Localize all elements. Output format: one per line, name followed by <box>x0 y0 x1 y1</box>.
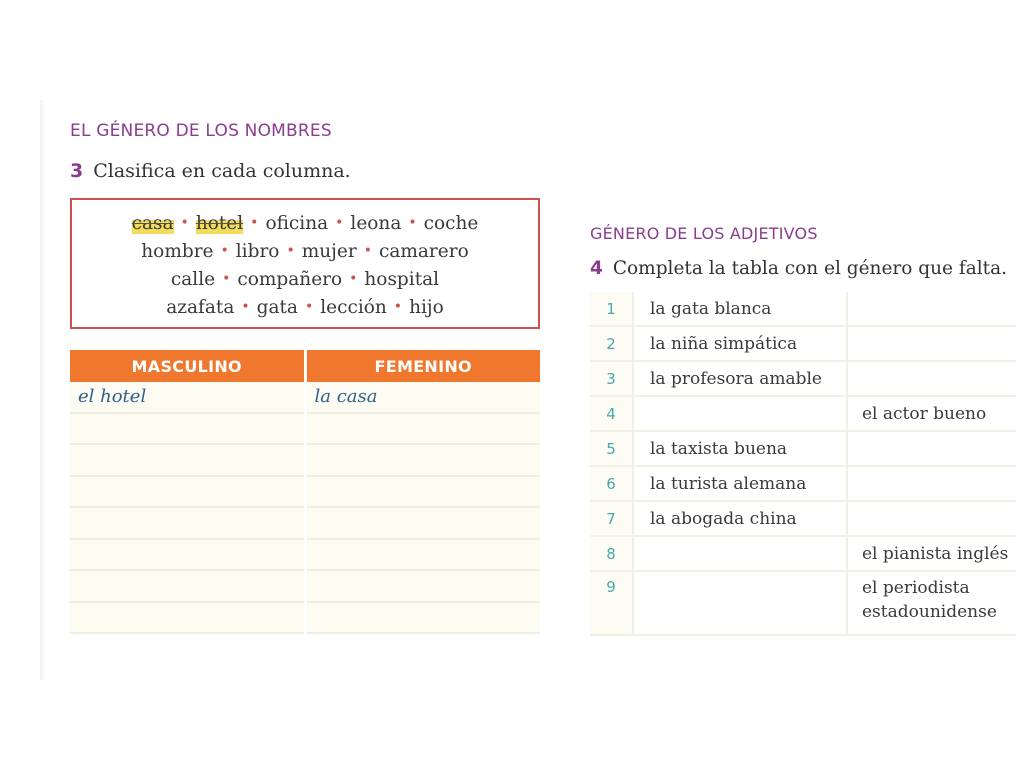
table-row <box>590 396 1016 431</box>
section-title-nouns: EL GÉNERO DE LOS NOMBRES <box>70 121 332 141</box>
word-item: camarero <box>378 241 469 262</box>
answer-cell-feminine[interactable] <box>305 602 540 634</box>
word-box <box>70 198 540 329</box>
word-item: hijo <box>409 297 444 318</box>
masculine-cell: el pianista inglés <box>847 536 1016 571</box>
feminine-cell[interactable] <box>633 536 847 571</box>
masculine-cell: el periodista estadounidense <box>847 571 1016 635</box>
row-number: 2 <box>590 326 633 361</box>
row-number: 1 <box>590 292 633 326</box>
feminine-cell: la abogada china <box>633 501 847 536</box>
row-number: 3 <box>590 361 633 396</box>
bullet-separator: • <box>393 299 403 315</box>
word-item: casa <box>132 210 174 238</box>
word-item: leona <box>350 213 402 234</box>
word-line <box>72 293 538 321</box>
word-item: hospital <box>364 269 440 290</box>
bullet-separator: • <box>241 299 250 315</box>
bullet-separator: • <box>304 299 314 315</box>
bullet-separator: • <box>250 215 259 231</box>
exercise-number: 4 <box>590 258 603 279</box>
bullet-separator: • <box>335 215 344 231</box>
word-line <box>72 237 538 265</box>
row-number: 7 <box>590 501 633 536</box>
header-feminine: FEMENINO <box>305 350 540 382</box>
table-row <box>70 539 540 571</box>
word-item: calle <box>170 269 216 290</box>
table-row <box>590 361 1016 396</box>
answer-cell-feminine[interactable] <box>305 570 540 602</box>
masculine-cell[interactable] <box>847 326 1016 361</box>
adjective-table-body <box>590 292 1016 635</box>
feminine-cell: la niña simpática <box>633 326 847 361</box>
bullet-separator: • <box>180 215 189 231</box>
word-item: oficina <box>265 213 329 234</box>
header-masculine: MASCULINO <box>70 350 305 382</box>
table-row <box>590 292 1016 326</box>
answer-cell-masculine[interactable] <box>70 602 305 634</box>
row-number: 9 <box>590 571 633 635</box>
table-row <box>70 507 540 539</box>
table-row <box>70 413 540 445</box>
bullet-separator: • <box>408 215 417 231</box>
answer-cell-masculine[interactable] <box>70 539 305 571</box>
exercise-number: 3 <box>70 160 84 182</box>
feminine-cell: la taxista buena <box>633 431 847 466</box>
row-number: 8 <box>590 536 633 571</box>
feminine-cell: la profesora amable <box>633 361 847 396</box>
exercise-text: Clasifica en cada columna. <box>93 160 351 182</box>
row-number: 6 <box>590 466 633 501</box>
table-row <box>590 536 1016 571</box>
gender-table-header <box>70 350 540 382</box>
section-title-adjectives: GÉNERO DE LOS ADJETIVOS <box>590 224 818 243</box>
bullet-separator: • <box>286 243 295 259</box>
masculine-cell[interactable] <box>847 292 1016 326</box>
word-item: lección <box>320 297 387 318</box>
answer-cell-masculine[interactable] <box>70 476 305 508</box>
word-item: mujer <box>301 241 357 262</box>
gender-table <box>70 350 540 634</box>
word-line <box>72 265 538 293</box>
word-item: gata <box>256 297 298 318</box>
masculine-cell[interactable] <box>847 501 1016 536</box>
feminine-cell: la gata blanca <box>633 292 847 326</box>
exercise-3-instruction <box>70 160 351 182</box>
table-row <box>70 476 540 508</box>
answer-cell-feminine[interactable] <box>305 476 540 508</box>
table-row <box>70 444 540 476</box>
feminine-cell[interactable] <box>633 396 847 431</box>
answer-cell-masculine[interactable] <box>70 444 305 476</box>
masculine-cell[interactable] <box>847 431 1016 466</box>
table-row <box>70 570 540 602</box>
bullet-separator: • <box>220 243 229 259</box>
feminine-cell: la turista alemana <box>633 466 847 501</box>
page-edge-shadow <box>40 100 46 680</box>
answer-cell-masculine[interactable]: el hotel <box>70 382 305 413</box>
masculine-cell[interactable] <box>847 466 1016 501</box>
exercise-4-instruction <box>590 258 1007 279</box>
row-number: 4 <box>590 396 633 431</box>
table-row <box>590 466 1016 501</box>
answer-cell-feminine[interactable] <box>305 413 540 445</box>
word-item: coche <box>423 213 479 234</box>
answer-cell-feminine[interactable]: la casa <box>305 382 540 413</box>
word-item: hombre <box>141 241 214 262</box>
table-row <box>590 431 1016 466</box>
bullet-separator: • <box>363 243 372 259</box>
word-item: compañero <box>237 269 343 290</box>
feminine-cell[interactable] <box>633 571 847 635</box>
row-number: 5 <box>590 431 633 466</box>
answer-cell-masculine[interactable] <box>70 570 305 602</box>
word-item: azafata <box>166 297 235 318</box>
bullet-separator: • <box>222 271 231 287</box>
table-row <box>590 326 1016 361</box>
masculine-cell[interactable] <box>847 361 1016 396</box>
answer-cell-masculine[interactable] <box>70 413 305 445</box>
adjective-table <box>590 292 1016 636</box>
answer-cell-feminine[interactable] <box>305 539 540 571</box>
table-row <box>590 571 1016 635</box>
table-row <box>70 382 540 413</box>
table-row <box>70 602 540 634</box>
word-item: hotel <box>196 210 243 238</box>
word-item: libro <box>235 241 280 262</box>
answer-cell-feminine[interactable] <box>305 444 540 476</box>
gender-table-body <box>70 382 540 633</box>
masculine-cell: el actor bueno <box>847 396 1016 431</box>
table-row <box>590 501 1016 536</box>
word-line <box>72 209 538 237</box>
answer-cell-masculine[interactable] <box>70 507 305 539</box>
bullet-separator: • <box>349 271 358 287</box>
exercise-text: Completa la tabla con el género que falta. <box>612 258 1008 279</box>
answer-cell-feminine[interactable] <box>305 507 540 539</box>
